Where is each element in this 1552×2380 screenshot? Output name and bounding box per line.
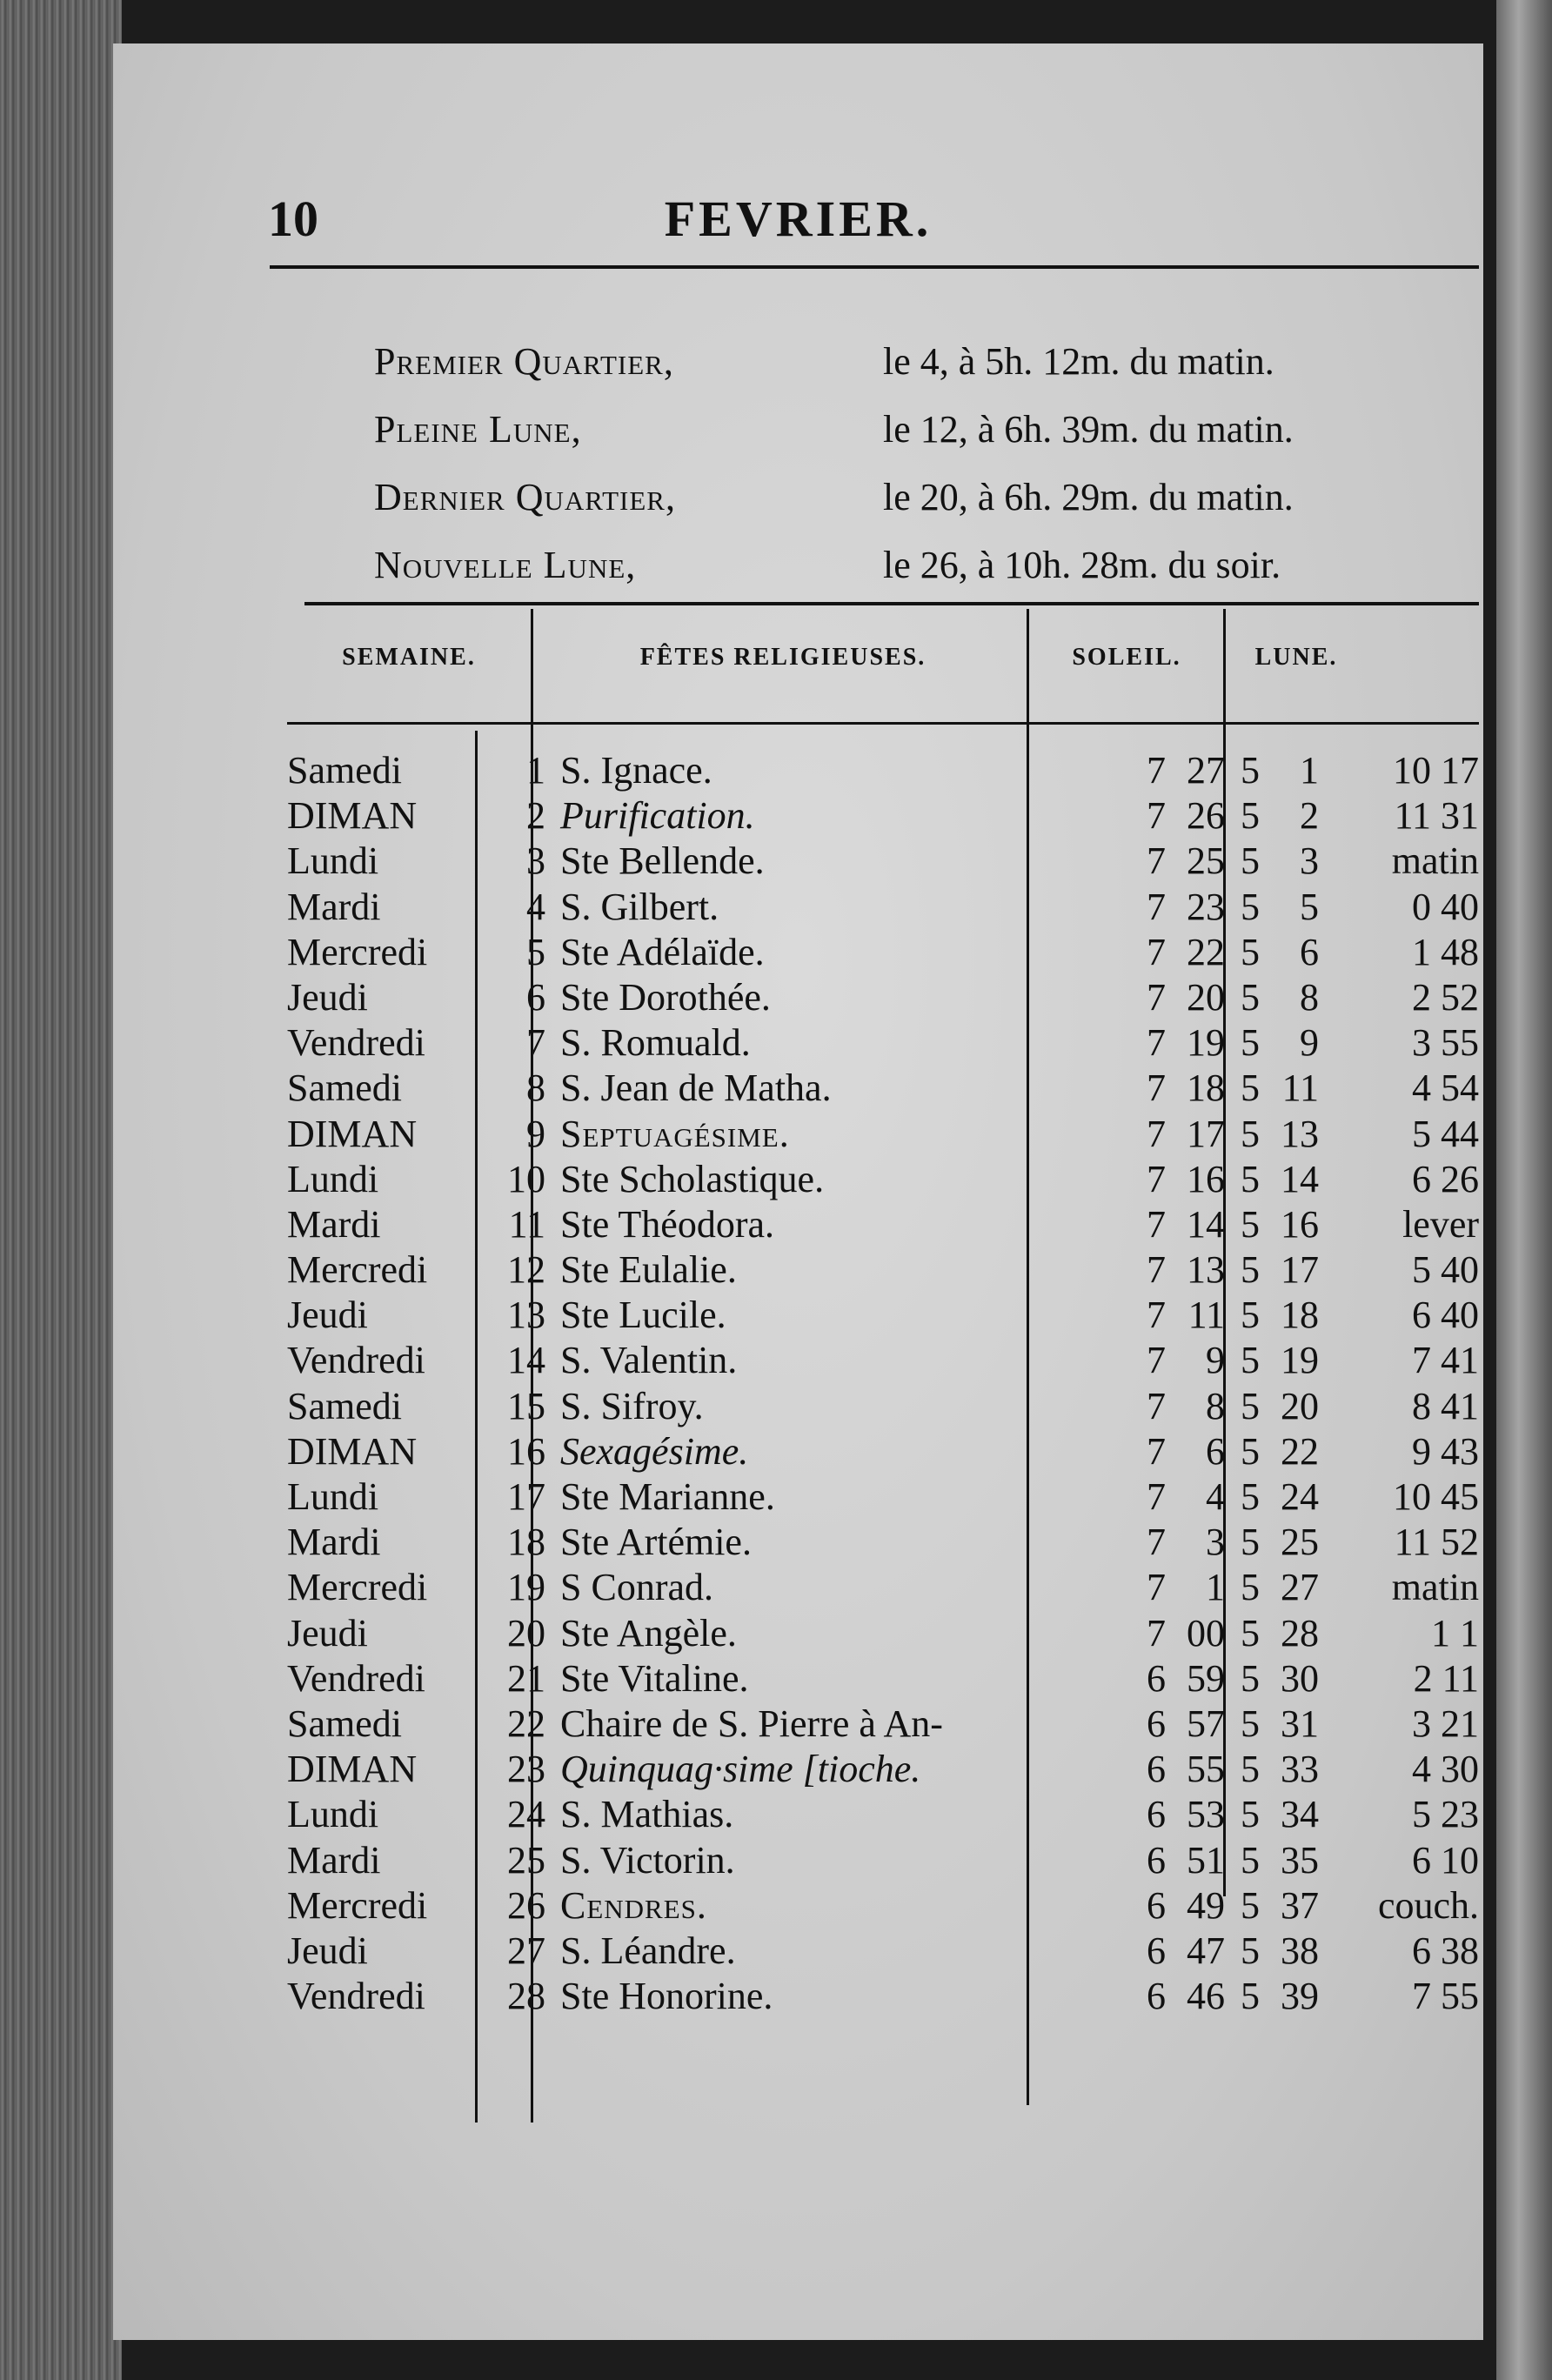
- moon-cell: 8 41: [1412, 1384, 1479, 1427]
- sunrise-hour-cell: 7: [1147, 1021, 1166, 1065]
- col-head-semaine: SEMAINE.: [342, 644, 476, 671]
- day-cell: Samedi: [287, 1384, 402, 1427]
- sunrise-minute-cell: 18: [1187, 1066, 1225, 1110]
- day-cell: Samedi: [287, 1066, 402, 1110]
- sunset-minute-cell: 3: [1300, 839, 1319, 883]
- moon-cell: 0 40: [1412, 885, 1479, 928]
- almanac-page: [113, 43, 1483, 2340]
- table-row: [287, 1020, 1505, 1066]
- moon-cell: 7 41: [1412, 1339, 1479, 1382]
- moon-cell: 1 1: [1431, 1611, 1479, 1655]
- sunrise-minute-cell: 57: [1187, 1701, 1225, 1745]
- sunset-hour-cell: 5: [1241, 1701, 1260, 1745]
- day-cell: Lundi: [287, 1475, 379, 1518]
- day-cell: Mercredi: [287, 930, 428, 973]
- sunrise-minute-cell: 13: [1187, 1248, 1225, 1292]
- day-cell: DIMAN: [287, 1112, 418, 1155]
- sunset-hour-cell: 5: [1241, 1157, 1260, 1200]
- date-number-cell: 15: [507, 1384, 545, 1427]
- sunset-hour-cell: 5: [1241, 1521, 1260, 1564]
- col-head-lune: LUNE.: [1254, 644, 1338, 671]
- sunrise-minute-cell: 4: [1206, 1475, 1225, 1518]
- table-row: [287, 1701, 1505, 1747]
- sunset-hour-cell: 5: [1241, 1748, 1260, 1791]
- sunrise-minute-cell: 49: [1187, 1883, 1225, 1927]
- date-number-cell: 23: [507, 1748, 545, 1791]
- feast-cell: S. Jean de Matha.: [560, 1066, 832, 1110]
- day-cell: Vendredi: [287, 1021, 425, 1065]
- sunset-minute-cell: 6: [1300, 930, 1319, 973]
- day-cell: Mercredi: [287, 1883, 428, 1927]
- sunset-minute-cell: 22: [1281, 1429, 1319, 1473]
- table-row: [287, 1838, 1505, 1883]
- date-number-cell: 13: [507, 1294, 545, 1337]
- sunset-minute-cell: 1: [1300, 749, 1319, 792]
- moon-cell: 6 26: [1412, 1157, 1479, 1200]
- day-cell: Lundi: [287, 839, 379, 883]
- sunrise-hour-cell: 7: [1147, 794, 1166, 838]
- column-head-rule: [287, 722, 1479, 725]
- date-number-cell: 7: [526, 1021, 545, 1065]
- feast-cell: Ste Dorothée.: [560, 975, 771, 1019]
- sunrise-minute-cell: 6: [1206, 1429, 1225, 1473]
- table-row: [287, 1112, 1505, 1157]
- moon-cell: 5 44: [1412, 1112, 1479, 1155]
- moon-cell: matin: [1391, 1566, 1479, 1609]
- date-number-cell: 18: [507, 1521, 545, 1564]
- moon-phases: [374, 339, 1462, 611]
- feast-cell: Ste Angèle.: [560, 1611, 737, 1655]
- table-row: [287, 839, 1505, 884]
- day-cell: DIMAN: [287, 1748, 418, 1791]
- sunrise-hour-cell: 6: [1147, 1975, 1166, 2018]
- table-top-rule: [304, 602, 1479, 605]
- sunrise-minute-cell: 25: [1187, 839, 1225, 883]
- phase-name: Nouvelle Lune,: [374, 544, 637, 586]
- sunset-hour-cell: 5: [1241, 1294, 1260, 1337]
- sunset-minute-cell: 37: [1281, 1883, 1319, 1927]
- sunset-minute-cell: 35: [1281, 1838, 1319, 1882]
- sunrise-minute-cell: 9: [1206, 1339, 1225, 1382]
- feast-cell: Ste Adélaïde.: [560, 930, 765, 973]
- feast-cell: Ste Théodora.: [560, 1202, 775, 1246]
- phase-name: Pleine Lune,: [374, 408, 582, 451]
- sunrise-hour-cell: 7: [1147, 885, 1166, 928]
- col-head-fetes: FÊTES RELIGIEUSES.: [639, 644, 927, 671]
- table-row: [287, 1157, 1505, 1202]
- feast-cell: Cendres.: [560, 1883, 707, 1927]
- table-row: [287, 1611, 1505, 1656]
- sunrise-minute-cell: 8: [1206, 1384, 1225, 1427]
- table-row: [287, 793, 1505, 839]
- feast-cell: Sexagésime.: [560, 1429, 749, 1473]
- sunrise-hour-cell: 7: [1147, 1248, 1166, 1292]
- table-row: [287, 1656, 1505, 1701]
- sunset-hour-cell: 5: [1241, 1066, 1260, 1110]
- date-number-cell: 1: [526, 749, 545, 792]
- feast-cell: Ste Vitaline.: [560, 1656, 749, 1700]
- sunrise-hour-cell: 6: [1147, 1883, 1166, 1927]
- date-number-cell: 26: [507, 1883, 545, 1927]
- sunset-minute-cell: 33: [1281, 1748, 1319, 1791]
- sunrise-minute-cell: 20: [1187, 975, 1225, 1019]
- feast-cell: S. Sifroy.: [560, 1384, 704, 1427]
- phase-date: le 12, à 6h. 39m. du matin.: [883, 408, 1294, 451]
- date-number-cell: 14: [507, 1339, 545, 1382]
- day-cell: Mercredi: [287, 1248, 428, 1292]
- sunrise-hour-cell: 6: [1147, 1838, 1166, 1882]
- sunset-minute-cell: 28: [1281, 1611, 1319, 1655]
- feast-cell: Ste Marianne.: [560, 1475, 775, 1518]
- feast-cell: Purification.: [560, 794, 755, 838]
- sunrise-minute-cell: 19: [1187, 1021, 1225, 1065]
- table-row: [287, 1747, 1505, 1792]
- date-number-cell: 17: [507, 1475, 545, 1518]
- sunset-minute-cell: 13: [1281, 1112, 1319, 1155]
- date-number-cell: 16: [507, 1429, 545, 1473]
- date-number-cell: 27: [507, 1929, 545, 1972]
- date-number-cell: 3: [526, 839, 545, 883]
- sunrise-minute-cell: 3: [1206, 1521, 1225, 1564]
- date-number-cell: 19: [507, 1566, 545, 1609]
- sunrise-hour-cell: 7: [1147, 1384, 1166, 1427]
- moon-cell: 6 40: [1412, 1294, 1479, 1337]
- moon-cell: 11 52: [1394, 1521, 1479, 1564]
- sunrise-hour-cell: 7: [1147, 1066, 1166, 1110]
- moon-cell: 11 31: [1394, 794, 1479, 838]
- sunset-hour-cell: 5: [1241, 1248, 1260, 1292]
- sunrise-minute-cell: 23: [1187, 885, 1225, 928]
- feast-cell: S. Victorin.: [560, 1838, 735, 1882]
- table-row: [287, 885, 1505, 930]
- sunset-hour-cell: 5: [1241, 1021, 1260, 1065]
- feast-cell: Ste Honorine.: [560, 1975, 773, 2018]
- table-row: [287, 748, 1505, 793]
- moon-cell: 6 38: [1412, 1929, 1479, 1972]
- moon-cell: 1 48: [1412, 930, 1479, 973]
- day-cell: Jeudi: [287, 1294, 368, 1337]
- sunset-hour-cell: 5: [1241, 1656, 1260, 1700]
- sunset-minute-cell: 8: [1300, 975, 1319, 1019]
- table-row: [287, 1429, 1505, 1474]
- table-row: [287, 1066, 1505, 1111]
- feast-cell: S. Ignace.: [560, 749, 712, 792]
- moon-cell: 5 40: [1412, 1248, 1479, 1292]
- moon-cell: lever: [1402, 1202, 1479, 1246]
- sunset-hour-cell: 5: [1241, 1566, 1260, 1609]
- table-row: [287, 1520, 1505, 1565]
- moon-cell: 2 11: [1413, 1656, 1479, 1700]
- sunrise-hour-cell: 6: [1147, 1793, 1166, 1836]
- sunrise-hour-cell: 7: [1147, 839, 1166, 883]
- sunrise-hour-cell: 7: [1147, 1521, 1166, 1564]
- moon-cell: 6 10: [1412, 1838, 1479, 1882]
- sunrise-hour-cell: 6: [1147, 1748, 1166, 1791]
- sunrise-hour-cell: 7: [1147, 1475, 1166, 1518]
- page-header: [113, 183, 1483, 252]
- phase-row: [374, 543, 1462, 611]
- sunrise-hour-cell: 7: [1147, 1611, 1166, 1655]
- sunset-minute-cell: 38: [1281, 1929, 1319, 1972]
- sunset-minute-cell: 27: [1281, 1566, 1319, 1609]
- sunrise-hour-cell: 6: [1147, 1701, 1166, 1745]
- date-number-cell: 10: [507, 1157, 545, 1200]
- day-cell: Mardi: [287, 1521, 381, 1564]
- feast-cell: S. Valentin.: [560, 1339, 738, 1382]
- sunrise-minute-cell: 59: [1187, 1656, 1225, 1700]
- sunrise-minute-cell: 53: [1187, 1793, 1225, 1836]
- sunrise-minute-cell: 27: [1187, 749, 1225, 792]
- date-number-cell: 20: [507, 1611, 545, 1655]
- sunrise-hour-cell: 7: [1147, 930, 1166, 973]
- feast-cell: Quinquag·sime [tioche.: [560, 1748, 921, 1791]
- day-cell: Mardi: [287, 885, 381, 928]
- day-cell: Jeudi: [287, 975, 368, 1019]
- phase-row: [374, 475, 1462, 543]
- feast-cell: S. Romuald.: [560, 1021, 751, 1065]
- sunrise-hour-cell: 7: [1147, 1294, 1166, 1337]
- sunset-hour-cell: 5: [1241, 930, 1260, 973]
- feast-cell: Ste Artémie.: [560, 1521, 752, 1564]
- phase-date: le 4, à 5h. 12m. du matin.: [883, 340, 1274, 383]
- sunset-minute-cell: 17: [1281, 1248, 1319, 1292]
- sunset-minute-cell: 14: [1281, 1157, 1319, 1200]
- sunrise-hour-cell: 7: [1147, 975, 1166, 1019]
- day-cell: Vendredi: [287, 1975, 425, 2018]
- phase-date: le 20, à 6h. 29m. du matin.: [883, 476, 1294, 518]
- day-cell: Samedi: [287, 749, 402, 792]
- sunset-hour-cell: 5: [1241, 1475, 1260, 1518]
- sunset-hour-cell: 5: [1241, 1838, 1260, 1882]
- date-number-cell: 11: [508, 1202, 545, 1246]
- sunrise-minute-cell: 51: [1187, 1838, 1225, 1882]
- table-row: [287, 930, 1505, 975]
- sunset-minute-cell: 39: [1281, 1975, 1319, 2018]
- sunset-minute-cell: 2: [1300, 794, 1319, 838]
- sunrise-hour-cell: 7: [1147, 749, 1166, 792]
- date-number-cell: 12: [507, 1248, 545, 1292]
- sunrise-hour-cell: 7: [1147, 1339, 1166, 1382]
- day-cell: Mercredi: [287, 1566, 428, 1609]
- table-row: [287, 1792, 1505, 1837]
- feast-cell: Chaire de S. Pierre à An-: [560, 1701, 943, 1745]
- sunset-minute-cell: 16: [1281, 1202, 1319, 1246]
- day-cell: Lundi: [287, 1793, 379, 1836]
- sunset-minute-cell: 18: [1281, 1294, 1319, 1337]
- sunrise-minute-cell: 00: [1187, 1611, 1225, 1655]
- sunrise-minute-cell: 55: [1187, 1748, 1225, 1791]
- feast-cell: S Conrad.: [560, 1566, 713, 1609]
- sunset-hour-cell: 5: [1241, 1929, 1260, 1972]
- sunrise-minute-cell: 14: [1187, 1202, 1225, 1246]
- moon-cell: 5 23: [1412, 1793, 1479, 1836]
- day-cell: Vendredi: [287, 1339, 425, 1382]
- sunset-hour-cell: 5: [1241, 1793, 1260, 1836]
- page-number: 10: [268, 191, 318, 247]
- page-title: FEVRIER.: [664, 191, 933, 247]
- sunset-hour-cell: 5: [1241, 1975, 1260, 2018]
- calendar-table: [287, 748, 1505, 2019]
- date-number-cell: 28: [507, 1975, 545, 2018]
- moon-cell: 4 30: [1412, 1748, 1479, 1791]
- feast-cell: Ste Lucile.: [560, 1294, 726, 1337]
- sunrise-minute-cell: 16: [1187, 1157, 1225, 1200]
- sunrise-hour-cell: 7: [1147, 1429, 1166, 1473]
- date-number-cell: 21: [507, 1656, 545, 1700]
- moon-cell: 2 52: [1412, 975, 1479, 1019]
- date-number-cell: 2: [526, 794, 545, 838]
- sunrise-minute-cell: 47: [1187, 1929, 1225, 1972]
- sunrise-minute-cell: 46: [1187, 1975, 1225, 2018]
- sunrise-hour-cell: 6: [1147, 1656, 1166, 1700]
- moon-cell: 7 55: [1412, 1975, 1479, 2018]
- sunrise-hour-cell: 6: [1147, 1929, 1166, 1972]
- date-number-cell: 22: [507, 1701, 545, 1745]
- sunset-minute-cell: 31: [1281, 1701, 1319, 1745]
- date-number-cell: 6: [526, 975, 545, 1019]
- table-row: [287, 1474, 1505, 1520]
- feast-cell: Ste Eulalie.: [560, 1248, 737, 1292]
- sunrise-hour-cell: 7: [1147, 1157, 1166, 1200]
- sunset-hour-cell: 5: [1241, 794, 1260, 838]
- sunset-minute-cell: 30: [1281, 1656, 1319, 1700]
- table-row: [287, 1565, 1505, 1610]
- moon-cell: 10 17: [1393, 749, 1479, 792]
- feast-cell: S. Léandre.: [560, 1929, 736, 1972]
- moon-cell: matin: [1391, 839, 1479, 883]
- feast-cell: S. Gilbert.: [560, 885, 719, 928]
- sunset-hour-cell: 5: [1241, 749, 1260, 792]
- feast-cell: Ste Bellende.: [560, 839, 765, 883]
- sunrise-minute-cell: 22: [1187, 930, 1225, 973]
- phase-name: Premier Quartier,: [374, 340, 674, 383]
- day-cell: Samedi: [287, 1701, 402, 1745]
- day-cell: Jeudi: [287, 1611, 368, 1655]
- table-row: [287, 1384, 1505, 1429]
- sunset-minute-cell: 5: [1300, 885, 1319, 928]
- table-row: [287, 1338, 1505, 1383]
- day-cell: DIMAN: [287, 794, 418, 838]
- sunrise-hour-cell: 7: [1147, 1112, 1166, 1155]
- table-row: [287, 1883, 1505, 1929]
- day-cell: Vendredi: [287, 1656, 425, 1700]
- phase-name: Dernier Quartier,: [374, 476, 676, 518]
- sunrise-hour-cell: 7: [1147, 1202, 1166, 1246]
- sunset-hour-cell: 5: [1241, 1112, 1260, 1155]
- phase-date: le 26, à 10h. 28m. du soir.: [883, 544, 1281, 586]
- sunrise-minute-cell: 1: [1206, 1566, 1225, 1609]
- feast-cell: Ste Scholastique.: [560, 1157, 825, 1200]
- moon-cell: couch.: [1377, 1883, 1479, 1927]
- sunrise-minute-cell: 17: [1187, 1112, 1225, 1155]
- table-row: [287, 1293, 1505, 1338]
- sunset-hour-cell: 5: [1241, 975, 1260, 1019]
- phase-row: [374, 407, 1462, 475]
- sunset-hour-cell: 5: [1241, 1202, 1260, 1246]
- moon-cell: 9 43: [1412, 1429, 1479, 1473]
- day-cell: DIMAN: [287, 1429, 418, 1473]
- sunset-hour-cell: 5: [1241, 1429, 1260, 1473]
- day-cell: Mardi: [287, 1202, 381, 1246]
- day-cell: Mardi: [287, 1838, 381, 1882]
- phase-row: [374, 339, 1462, 407]
- moon-cell: 4 54: [1412, 1066, 1479, 1110]
- feast-cell: S. Mathias.: [560, 1793, 734, 1836]
- date-number-cell: 24: [507, 1793, 545, 1836]
- sunrise-minute-cell: 11: [1187, 1294, 1225, 1337]
- table-row: [287, 1974, 1505, 2019]
- table-row: [287, 975, 1505, 1020]
- date-number-cell: 9: [526, 1112, 545, 1155]
- sunset-minute-cell: 25: [1281, 1521, 1319, 1564]
- date-number-cell: 4: [526, 885, 545, 928]
- sunset-minute-cell: 19: [1281, 1339, 1319, 1382]
- moon-cell: 10 45: [1393, 1475, 1479, 1518]
- sunset-hour-cell: 5: [1241, 1611, 1260, 1655]
- sunset-hour-cell: 5: [1241, 1339, 1260, 1382]
- sunset-minute-cell: 34: [1281, 1793, 1319, 1836]
- table-row: [287, 1247, 1505, 1293]
- day-cell: Jeudi: [287, 1929, 368, 1972]
- sunset-minute-cell: 9: [1300, 1021, 1319, 1065]
- moon-cell: 3 55: [1412, 1021, 1479, 1065]
- sunset-minute-cell: 24: [1281, 1475, 1319, 1518]
- sunset-hour-cell: 5: [1241, 1384, 1260, 1427]
- date-number-cell: 25: [507, 1838, 545, 1882]
- sunset-hour-cell: 5: [1241, 839, 1260, 883]
- feast-cell: Septuagésime.: [560, 1112, 790, 1155]
- sunset-minute-cell: 20: [1281, 1384, 1319, 1427]
- header-rule: [270, 265, 1479, 269]
- day-cell: Lundi: [287, 1157, 379, 1200]
- sunset-minute-cell: 11: [1281, 1066, 1319, 1110]
- sunset-hour-cell: 5: [1241, 1883, 1260, 1927]
- sunset-hour-cell: 5: [1241, 885, 1260, 928]
- sunrise-hour-cell: 7: [1147, 1566, 1166, 1609]
- sunrise-minute-cell: 26: [1187, 794, 1225, 838]
- table-row: [287, 1929, 1505, 1974]
- table-row: [287, 1202, 1505, 1247]
- date-number-cell: 8: [526, 1066, 545, 1110]
- moon-cell: 3 21: [1412, 1701, 1479, 1745]
- date-number-cell: 5: [526, 930, 545, 973]
- book-edge-left: [0, 0, 122, 2380]
- col-head-soleil: SOLEIL.: [1072, 644, 1181, 671]
